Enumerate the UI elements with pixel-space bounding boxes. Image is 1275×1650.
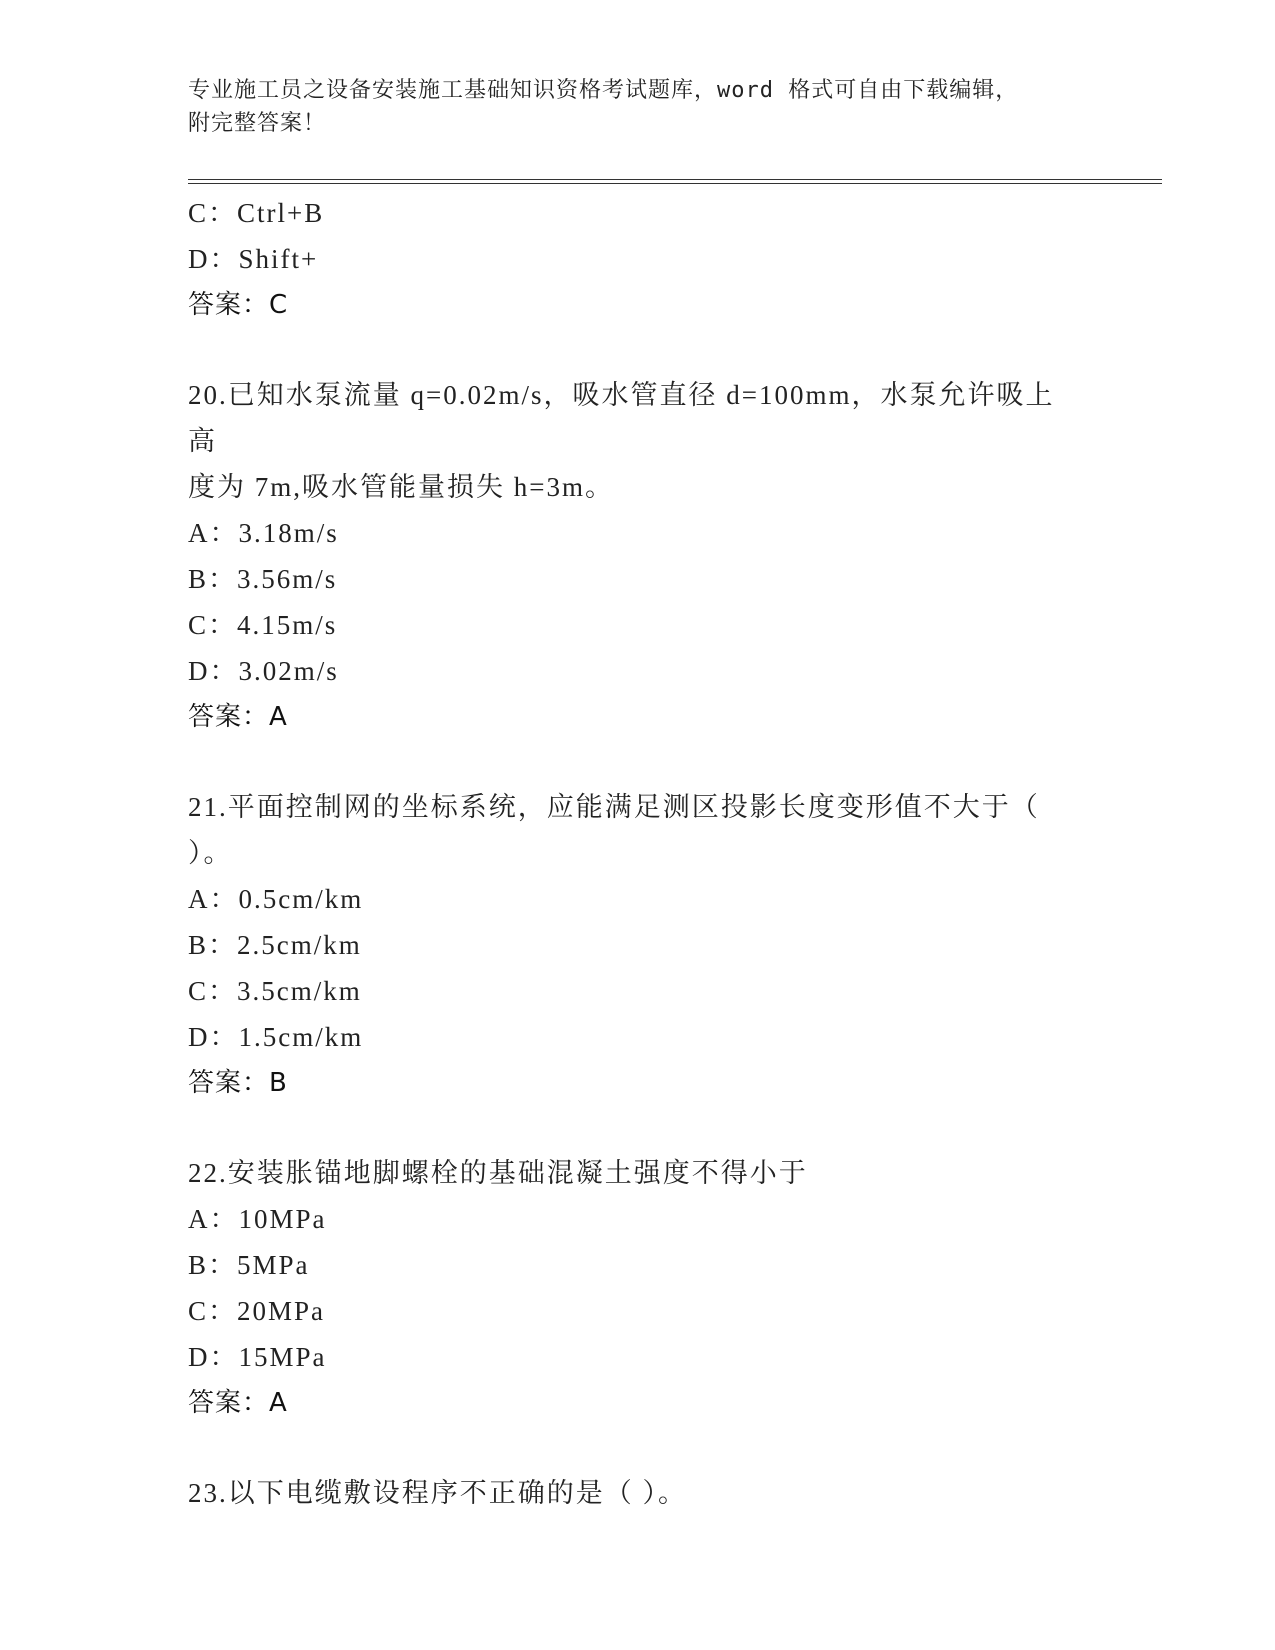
question-text-line: 23.以下电缆敷设程序不正确的是（ ）。 xyxy=(188,1478,687,1508)
answer-label: 答案：A xyxy=(188,702,288,732)
header-divider-top xyxy=(188,179,1162,180)
option-c: C：20MPa xyxy=(188,1296,326,1326)
header-line-1: 专业施工员之设备安装施工基础知识资格考试题库，word 格式可自由下载编辑， xyxy=(188,78,1019,103)
option-a: A：0.5cm/km xyxy=(188,884,364,914)
question-text-line: ）。 xyxy=(188,838,233,868)
option-a: A：3.18m/s xyxy=(188,518,339,548)
option-c: C：Ctrl+B xyxy=(188,198,325,228)
question-text xyxy=(188,1150,1068,1196)
document-header xyxy=(188,74,1088,140)
question-20 xyxy=(188,372,1088,740)
question-text-line: 21.平面控制网的坐标系统，应能满足测区投影长度变形值不大于（ xyxy=(188,792,1040,822)
question-text-line: 22.安装胀锚地脚螺栓的基础混凝土强度不得小于 xyxy=(188,1158,808,1188)
question-text xyxy=(188,784,1068,876)
option-d: D：1.5cm/km xyxy=(188,1022,364,1052)
question-22 xyxy=(188,1150,1088,1426)
option-b: B：2.5cm/km xyxy=(188,930,362,960)
answer-label: 答案：A xyxy=(188,1388,288,1418)
option-b: B：3.56m/s xyxy=(188,564,338,594)
question-23 xyxy=(188,1470,1088,1516)
option-a: A：10MPa xyxy=(188,1204,327,1234)
header-divider-bottom xyxy=(188,183,1162,184)
answer-label: 答案：B xyxy=(188,1068,288,1098)
question-fragment xyxy=(188,190,1088,328)
question-text xyxy=(188,372,1068,510)
question-21 xyxy=(188,784,1088,1106)
option-d: D：15MPa xyxy=(188,1342,327,1372)
option-d: D：3.02m/s xyxy=(188,656,339,686)
option-c: C：4.15m/s xyxy=(188,610,338,640)
option-d: D：Shift+ xyxy=(188,244,319,274)
question-text-line: 20.已知水泵流量 q=0.02m/s，吸水管直径 d=100mm，水泵允许吸上高 xyxy=(188,380,1055,456)
question-list xyxy=(188,190,1088,1516)
question-text-line: 度为 7m,吸水管能量损失 h=3m。 xyxy=(188,472,614,502)
question-text xyxy=(188,1470,1068,1516)
option-b: B：5MPa xyxy=(188,1250,310,1280)
option-c: C：3.5cm/km xyxy=(188,976,362,1006)
answer-label: 答案：C xyxy=(188,290,289,320)
header-line-2: 附完整答案！ xyxy=(188,111,327,136)
